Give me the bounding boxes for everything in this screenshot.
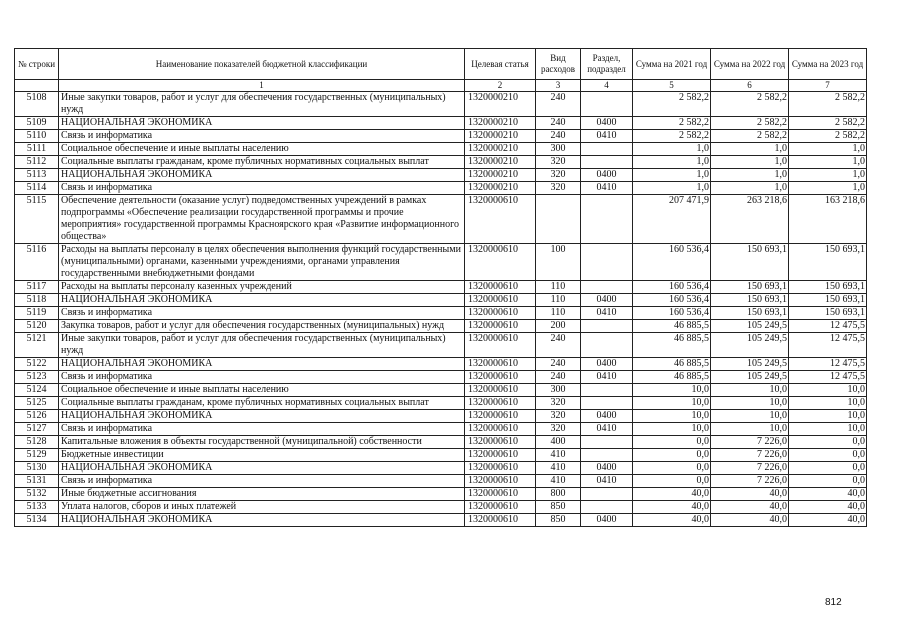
target-article-cell: 1320000210 — [465, 156, 536, 169]
indicator-name-cell: Иные бюджетные ассигнования — [59, 488, 465, 501]
column-number: 5 — [633, 80, 711, 92]
expense-type-cell: 320 — [536, 397, 581, 410]
header-sum-2022: Сумма на 2022 год — [711, 49, 789, 80]
column-number: 3 — [536, 80, 581, 92]
sum-2021-cell: 0,0 — [633, 449, 711, 462]
expense-type-cell: 240 — [536, 130, 581, 143]
sum-2021-cell: 10,0 — [633, 397, 711, 410]
sum-2023-cell: 40,0 — [789, 514, 867, 527]
expense-type-cell: 850 — [536, 501, 581, 514]
section-cell — [581, 449, 633, 462]
sum-2022-cell: 1,0 — [711, 182, 789, 195]
sum-2023-cell: 2 582,2 — [789, 117, 867, 130]
sum-2022-cell: 2 582,2 — [711, 92, 789, 117]
sum-2021-cell: 1,0 — [633, 182, 711, 195]
sum-2022-cell: 105 249,5 — [711, 333, 789, 358]
section-cell: 0410 — [581, 307, 633, 320]
column-number: 7 — [789, 80, 867, 92]
column-number: 1 — [59, 80, 465, 92]
indicator-name-cell: НАЦИОНАЛЬНАЯ ЭКОНОМИКА — [59, 410, 465, 423]
indicator-name-cell: НАЦИОНАЛЬНАЯ ЭКОНОМИКА — [59, 294, 465, 307]
section-cell — [581, 333, 633, 358]
expense-type-cell: 110 — [536, 307, 581, 320]
target-article-cell: 1320000610 — [465, 475, 536, 488]
section-cell — [581, 143, 633, 156]
target-article-cell: 1320000610 — [465, 294, 536, 307]
table-row — [15, 462, 867, 475]
row-number-cell: 5111 — [15, 143, 59, 156]
sum-2021-cell: 40,0 — [633, 488, 711, 501]
header-target: Целевая статья — [465, 49, 536, 80]
indicator-name-cell: Социальное обеспечение и иные выплаты населению — [59, 384, 465, 397]
column-number-row — [15, 80, 867, 92]
sum-2023-cell: 2 582,2 — [789, 130, 867, 143]
target-article-cell: 1320000210 — [465, 182, 536, 195]
sum-2021-cell: 46 885,5 — [633, 358, 711, 371]
indicator-name-cell: Уплата налогов, сборов и иных платежей — [59, 501, 465, 514]
section-cell: 0400 — [581, 410, 633, 423]
indicator-name-cell: Связь и информатика — [59, 182, 465, 195]
indicator-name-cell: Связь и информатика — [59, 475, 465, 488]
sum-2023-cell: 40,0 — [789, 488, 867, 501]
section-cell — [581, 281, 633, 294]
target-article-cell: 1320000610 — [465, 436, 536, 449]
sum-2023-cell: 12 475,5 — [789, 333, 867, 358]
sum-2021-cell: 2 582,2 — [633, 130, 711, 143]
row-number-cell: 5131 — [15, 475, 59, 488]
indicator-name-cell: Иные закупки товаров, работ и услуг для обеспечения государственных (муниципальных) нужд — [59, 333, 465, 358]
expense-type-cell: 410 — [536, 462, 581, 475]
target-article-cell: 1320000210 — [465, 92, 536, 117]
section-cell — [581, 244, 633, 281]
indicator-name-cell: Связь и информатика — [59, 307, 465, 320]
sum-2022-cell: 40,0 — [711, 501, 789, 514]
section-cell — [581, 488, 633, 501]
table-row — [15, 143, 867, 156]
table-row — [15, 423, 867, 436]
sum-2023-cell: 10,0 — [789, 397, 867, 410]
sum-2022-cell: 2 582,2 — [711, 130, 789, 143]
section-cell — [581, 436, 633, 449]
row-number-cell: 5127 — [15, 423, 59, 436]
section-cell: 0410 — [581, 371, 633, 384]
sum-2023-cell: 1,0 — [789, 156, 867, 169]
sum-2021-cell: 46 885,5 — [633, 320, 711, 333]
row-number-cell: 5109 — [15, 117, 59, 130]
table-row — [15, 307, 867, 320]
table-row — [15, 397, 867, 410]
section-cell: 0410 — [581, 475, 633, 488]
target-article-cell: 1320000610 — [465, 371, 536, 384]
sum-2023-cell: 150 693,1 — [789, 244, 867, 281]
indicator-name-cell: Социальные выплаты гражданам, кроме публичных нормативных социальных выплат — [59, 397, 465, 410]
table-row — [15, 117, 867, 130]
sum-2023-cell: 150 693,1 — [789, 294, 867, 307]
sum-2021-cell: 1,0 — [633, 156, 711, 169]
sum-2021-cell: 0,0 — [633, 462, 711, 475]
row-number-cell: 5134 — [15, 514, 59, 527]
row-number-cell: 5114 — [15, 182, 59, 195]
sum-2021-cell: 2 582,2 — [633, 92, 711, 117]
target-article-cell: 1320000610 — [465, 397, 536, 410]
page-number: 812 — [825, 597, 842, 608]
indicator-name-cell: Закупка товаров, работ и услуг для обеспечения государственных (муниципальных) нужд — [59, 320, 465, 333]
sum-2021-cell: 0,0 — [633, 436, 711, 449]
expense-type-cell: 800 — [536, 488, 581, 501]
sum-2022-cell: 150 693,1 — [711, 294, 789, 307]
section-cell: 0400 — [581, 358, 633, 371]
table-row — [15, 244, 867, 281]
sum-2023-cell: 0,0 — [789, 475, 867, 488]
target-article-cell: 1320000610 — [465, 462, 536, 475]
indicator-name-cell: Иные закупки товаров, работ и услуг для обеспечения государственных (муниципальных) нужд — [59, 92, 465, 117]
row-number-cell: 5108 — [15, 92, 59, 117]
sum-2021-cell: 40,0 — [633, 501, 711, 514]
sum-2023-cell: 1,0 — [789, 182, 867, 195]
row-number-cell: 5120 — [15, 320, 59, 333]
target-article-cell: 1320000210 — [465, 117, 536, 130]
section-cell — [581, 384, 633, 397]
sum-2023-cell: 150 693,1 — [789, 281, 867, 294]
sum-2023-cell: 0,0 — [789, 449, 867, 462]
table-row — [15, 501, 867, 514]
indicator-name-cell: Расходы на выплаты персоналу в целях обеспечения выполнения функций государственными (муниципальными) органами, казенными учреждениями, органами управления государственными внебюджетными фондами — [59, 244, 465, 281]
row-number-cell: 5110 — [15, 130, 59, 143]
header-row-no: № строки — [15, 49, 59, 80]
expense-type-cell: 300 — [536, 143, 581, 156]
expense-type-cell: 200 — [536, 320, 581, 333]
target-article-cell: 1320000610 — [465, 333, 536, 358]
table-row — [15, 92, 867, 117]
indicator-name-cell: Бюджетные инвестиции — [59, 449, 465, 462]
expense-type-cell: 320 — [536, 169, 581, 182]
sum-2022-cell: 10,0 — [711, 384, 789, 397]
sum-2022-cell: 7 226,0 — [711, 436, 789, 449]
section-cell: 0400 — [581, 294, 633, 307]
expense-type-cell: 320 — [536, 410, 581, 423]
sum-2021-cell: 0,0 — [633, 475, 711, 488]
section-cell — [581, 397, 633, 410]
table-row — [15, 294, 867, 307]
target-article-cell: 1320000610 — [465, 423, 536, 436]
target-article-cell: 1320000610 — [465, 281, 536, 294]
sum-2022-cell: 1,0 — [711, 169, 789, 182]
row-number-cell: 5130 — [15, 462, 59, 475]
target-article-cell: 1320000210 — [465, 169, 536, 182]
sum-2023-cell: 1,0 — [789, 143, 867, 156]
header-sum-2023: Сумма на 2023 год — [789, 49, 867, 80]
sum-2021-cell: 40,0 — [633, 514, 711, 527]
sum-2023-cell: 10,0 — [789, 423, 867, 436]
table-row — [15, 488, 867, 501]
table-row — [15, 449, 867, 462]
indicator-name-cell: Расходы на выплаты персоналу казенных учреждений — [59, 281, 465, 294]
row-number-cell: 5124 — [15, 384, 59, 397]
indicator-name-cell: НАЦИОНАЛЬНАЯ ЭКОНОМИКА — [59, 462, 465, 475]
sum-2023-cell: 10,0 — [789, 384, 867, 397]
header-name: Наименование показателей бюджетной классификации — [59, 49, 465, 80]
column-number: 4 — [581, 80, 633, 92]
sum-2022-cell: 40,0 — [711, 488, 789, 501]
sum-2022-cell: 7 226,0 — [711, 475, 789, 488]
indicator-name-cell: НАЦИОНАЛЬНАЯ ЭКОНОМИКА — [59, 117, 465, 130]
sum-2022-cell: 10,0 — [711, 397, 789, 410]
section-cell: 0410 — [581, 182, 633, 195]
sum-2022-cell: 150 693,1 — [711, 281, 789, 294]
expense-type-cell: 110 — [536, 294, 581, 307]
expense-type-cell: 240 — [536, 92, 581, 117]
target-article-cell: 1320000610 — [465, 195, 536, 244]
expense-type-cell: 100 — [536, 244, 581, 281]
target-article-cell: 1320000610 — [465, 320, 536, 333]
section-cell: 0400 — [581, 117, 633, 130]
table-row — [15, 156, 867, 169]
table-row — [15, 320, 867, 333]
sum-2021-cell: 10,0 — [633, 423, 711, 436]
target-article-cell: 1320000210 — [465, 143, 536, 156]
sum-2021-cell: 207 471,9 — [633, 195, 711, 244]
header-section: Раздел, подраздел — [581, 49, 633, 80]
header-sum-2021: Сумма на 2021 год — [633, 49, 711, 80]
target-article-cell: 1320000610 — [465, 501, 536, 514]
sum-2021-cell: 1,0 — [633, 169, 711, 182]
sum-2023-cell: 163 218,6 — [789, 195, 867, 244]
section-cell — [581, 320, 633, 333]
row-number-cell: 5113 — [15, 169, 59, 182]
indicator-name-cell: НАЦИОНАЛЬНАЯ ЭКОНОМИКА — [59, 169, 465, 182]
header-type: Вид расходов — [536, 49, 581, 80]
expense-type-cell: 240 — [536, 371, 581, 384]
target-article-cell: 1320000610 — [465, 358, 536, 371]
expense-type-cell: 410 — [536, 475, 581, 488]
table-row — [15, 182, 867, 195]
sum-2023-cell: 0,0 — [789, 436, 867, 449]
section-cell — [581, 501, 633, 514]
target-article-cell: 1320000610 — [465, 514, 536, 527]
expense-type-cell: 320 — [536, 182, 581, 195]
expense-type-cell: 850 — [536, 514, 581, 527]
expense-type-cell — [536, 195, 581, 244]
section-cell: 0410 — [581, 130, 633, 143]
expense-type-cell: 110 — [536, 281, 581, 294]
section-cell: 0410 — [581, 423, 633, 436]
table-row — [15, 195, 867, 244]
row-number-cell: 5126 — [15, 410, 59, 423]
sum-2022-cell: 105 249,5 — [711, 358, 789, 371]
column-number: 2 — [465, 80, 536, 92]
section-cell: 0400 — [581, 514, 633, 527]
table-row — [15, 371, 867, 384]
sum-2023-cell: 10,0 — [789, 410, 867, 423]
row-number-cell: 5119 — [15, 307, 59, 320]
header-row — [15, 49, 867, 80]
expense-type-cell: 320 — [536, 423, 581, 436]
table-row — [15, 169, 867, 182]
budget-classification-table — [14, 48, 867, 527]
expense-type-cell: 400 — [536, 436, 581, 449]
indicator-name-cell: Социальные выплаты гражданам, кроме публичных нормативных социальных выплат — [59, 156, 465, 169]
sum-2021-cell: 2 582,2 — [633, 117, 711, 130]
expense-type-cell: 410 — [536, 449, 581, 462]
row-number-cell: 5133 — [15, 501, 59, 514]
sum-2022-cell: 1,0 — [711, 156, 789, 169]
section-cell — [581, 92, 633, 117]
sum-2021-cell: 1,0 — [633, 143, 711, 156]
table-row — [15, 130, 867, 143]
target-article-cell: 1320000610 — [465, 384, 536, 397]
indicator-name-cell: Обеспечение деятельности (оказание услуг) подведомственных учреждений в рамках подпрограммы «Обеспечение реализации государственной программы и прочие мероприятия» государственной программы Красноярского края «Развитие информационного общества» — [59, 195, 465, 244]
sum-2023-cell: 12 475,5 — [789, 320, 867, 333]
row-number-cell: 5118 — [15, 294, 59, 307]
sum-2023-cell: 1,0 — [789, 169, 867, 182]
sum-2022-cell: 7 226,0 — [711, 449, 789, 462]
sum-2021-cell: 46 885,5 — [633, 371, 711, 384]
column-number — [15, 80, 59, 92]
sum-2022-cell: 7 226,0 — [711, 462, 789, 475]
row-number-cell: 5121 — [15, 333, 59, 358]
column-number: 6 — [711, 80, 789, 92]
sum-2022-cell: 2 582,2 — [711, 117, 789, 130]
sum-2021-cell: 10,0 — [633, 410, 711, 423]
indicator-name-cell: НАЦИОНАЛЬНАЯ ЭКОНОМИКА — [59, 514, 465, 527]
table-row — [15, 333, 867, 358]
row-number-cell: 5129 — [15, 449, 59, 462]
table-row — [15, 475, 867, 488]
indicator-name-cell: Связь и информатика — [59, 130, 465, 143]
sum-2022-cell: 10,0 — [711, 423, 789, 436]
target-article-cell: 1320000610 — [465, 449, 536, 462]
section-cell: 0400 — [581, 169, 633, 182]
target-article-cell: 1320000610 — [465, 488, 536, 501]
table-row — [15, 436, 867, 449]
row-number-cell: 5117 — [15, 281, 59, 294]
sum-2022-cell: 105 249,5 — [711, 320, 789, 333]
row-number-cell: 5132 — [15, 488, 59, 501]
sum-2021-cell: 46 885,5 — [633, 333, 711, 358]
sum-2023-cell: 2 582,2 — [789, 92, 867, 117]
sum-2021-cell: 160 536,4 — [633, 307, 711, 320]
table-row — [15, 410, 867, 423]
section-cell — [581, 156, 633, 169]
target-article-cell: 1320000610 — [465, 244, 536, 281]
sum-2023-cell: 40,0 — [789, 501, 867, 514]
expense-type-cell: 240 — [536, 333, 581, 358]
sum-2022-cell: 150 693,1 — [711, 307, 789, 320]
sum-2022-cell: 1,0 — [711, 143, 789, 156]
target-article-cell: 1320000610 — [465, 307, 536, 320]
table-row — [15, 281, 867, 294]
row-number-cell: 5123 — [15, 371, 59, 384]
indicator-name-cell: Связь и информатика — [59, 371, 465, 384]
expense-type-cell: 240 — [536, 117, 581, 130]
row-number-cell: 5128 — [15, 436, 59, 449]
row-number-cell: 5125 — [15, 397, 59, 410]
indicator-name-cell: Связь и информатика — [59, 423, 465, 436]
expense-type-cell: 300 — [536, 384, 581, 397]
expense-type-cell: 320 — [536, 156, 581, 169]
section-cell: 0400 — [581, 462, 633, 475]
sum-2023-cell: 12 475,5 — [789, 371, 867, 384]
sum-2022-cell: 105 249,5 — [711, 371, 789, 384]
sum-2022-cell: 10,0 — [711, 410, 789, 423]
row-number-cell: 5112 — [15, 156, 59, 169]
sum-2023-cell: 0,0 — [789, 462, 867, 475]
sum-2021-cell: 160 536,4 — [633, 281, 711, 294]
row-number-cell: 5116 — [15, 244, 59, 281]
expense-type-cell: 240 — [536, 358, 581, 371]
indicator-name-cell: Капитальные вложения в объекты государственной (муниципальной) собственности — [59, 436, 465, 449]
target-article-cell: 1320000610 — [465, 410, 536, 423]
table-row — [15, 514, 867, 527]
sum-2021-cell: 10,0 — [633, 384, 711, 397]
indicator-name-cell: НАЦИОНАЛЬНАЯ ЭКОНОМИКА — [59, 358, 465, 371]
sum-2023-cell: 12 475,5 — [789, 358, 867, 371]
section-cell — [581, 195, 633, 244]
row-number-cell: 5122 — [15, 358, 59, 371]
sum-2022-cell: 40,0 — [711, 514, 789, 527]
sum-2021-cell: 160 536,4 — [633, 294, 711, 307]
indicator-name-cell: Социальное обеспечение и иные выплаты населению — [59, 143, 465, 156]
target-article-cell: 1320000210 — [465, 130, 536, 143]
sum-2023-cell: 150 693,1 — [789, 307, 867, 320]
row-number-cell: 5115 — [15, 195, 59, 244]
table-row — [15, 358, 867, 371]
sum-2022-cell: 263 218,6 — [711, 195, 789, 244]
sum-2022-cell: 150 693,1 — [711, 244, 789, 281]
sum-2021-cell: 160 536,4 — [633, 244, 711, 281]
table-row — [15, 384, 867, 397]
